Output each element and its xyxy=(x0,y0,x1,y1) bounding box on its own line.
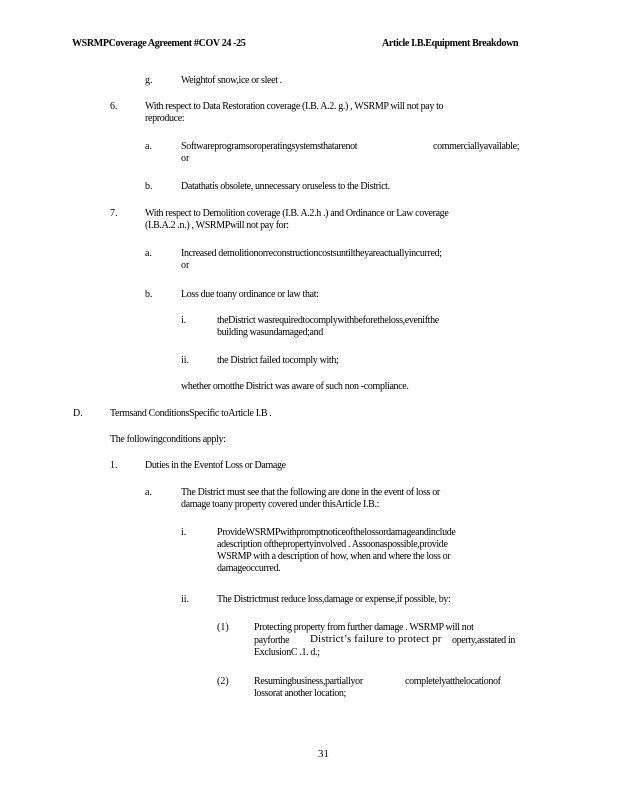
d1-title: Duties in the Eventof Loss or Damage xyxy=(145,460,286,471)
item-7b-i-line2: building wasundamaged;and xyxy=(217,327,323,338)
item-7b-marker: b. xyxy=(145,289,153,300)
item-7-line2: (I.B.A.2 .n.) , WSRMPwill not pay for: xyxy=(145,220,289,231)
section-d-marker: D. xyxy=(73,408,83,419)
item-g-marker: g. xyxy=(145,75,153,86)
item-7-marker: 7. xyxy=(110,208,118,219)
d1a-ii-1-line2a: payforthe xyxy=(254,635,290,646)
d1a-ii-1-line2c: operty,asstated in xyxy=(452,635,516,646)
d1a-ii-marker: ii. xyxy=(181,594,190,605)
item-6-line1: With respect to Data Restoration coverage (I.B. A.2. g.) , WSRMP will not pay to xyxy=(145,101,444,112)
d1a-ii-1-marker: (1) xyxy=(217,622,229,633)
section-d-title: Termsand ConditionsSpecific toArticle I.B . xyxy=(110,408,272,419)
d1a-ii-1-line3: ExclusionC .1. d.; xyxy=(254,647,320,658)
item-7b-ii-text: the District failed tocomply with; xyxy=(217,355,339,366)
d1a-ii-2-line2: lossorat another location; xyxy=(254,688,346,699)
header-left: WSRMPCoverage Agreement #COV 24 -25 xyxy=(72,38,246,49)
item-7a-or: or xyxy=(181,260,190,271)
item-6a-left: Softwareprogramsoroperatingsystemsthatarenot xyxy=(181,141,358,152)
d1a-marker: a. xyxy=(145,487,152,498)
d1a-line2: damage toany property covered under thisArticle I.B.: xyxy=(181,499,380,510)
item-7b-i-marker: i. xyxy=(181,315,187,326)
section-d-intro: The followingconditions apply: xyxy=(110,434,226,445)
d1a-i-marker: i. xyxy=(181,527,187,538)
d1a-line1: The District must see that the following are done in the event of loss or xyxy=(181,487,440,498)
item-7b-whether: whether ornotthe District was aware of such non -compliance. xyxy=(181,381,409,392)
d1-marker: 1. xyxy=(110,460,118,471)
page-number: 31 xyxy=(318,748,329,760)
d1a-ii-2-line1b: completelyatthelocationof xyxy=(405,676,501,687)
item-7a-marker: a. xyxy=(145,248,152,259)
header-right: Article I.B.Equipment Breakdown xyxy=(382,38,519,49)
item-6-marker: 6. xyxy=(110,101,118,112)
d1a-ii-1-line2b: District’s failure to protect pr xyxy=(310,633,442,645)
d1a-ii-1-line1: Protecting property from further damage . WSRMP will not xyxy=(254,622,474,633)
d1a-i-line3: WSRMP with a description of how, when and where the loss or xyxy=(217,551,451,562)
item-7b-text: Loss due toany ordinance or law that: xyxy=(181,289,319,300)
item-g-text: Weightof snow,ice or sleet . xyxy=(181,75,282,86)
d1a-ii-2-line1a: Resumingbusiness,partiallyor xyxy=(254,676,363,687)
item-6a-marker: a. xyxy=(145,141,152,152)
d1a-i-line1: ProvideWSRMPwithpromptnoticeofthelossordamageandinclude xyxy=(217,527,456,538)
item-7b-ii-marker: ii. xyxy=(181,355,190,366)
d1a-i-line2: adescription ofthepropertyinvolved . Assoonaspossible,provide xyxy=(217,539,448,550)
d1a-i-line4: damageoccurred. xyxy=(217,563,281,574)
d1a-ii-text: The Districtmust reduce loss,damage or expense,if possible, by: xyxy=(217,594,451,605)
item-7-line1: With respect to Demolition coverage (I.B. A.2.h .) and Ordinance or Law coverage xyxy=(145,208,449,219)
item-6a-right: commerciallyavailable; xyxy=(433,141,520,152)
item-6b-marker: b. xyxy=(145,181,153,192)
item-6a-or: or xyxy=(181,153,190,164)
item-6b-text: Datathatis obsolete, unnecessary oruseless to the District. xyxy=(181,181,390,192)
d1a-ii-2-marker: (2) xyxy=(217,676,229,687)
item-7b-i-line1: theDistrict wasrequiredtocomplywithbeforetheloss,evenifthe xyxy=(217,315,439,326)
item-7a-text: Increased demolitionorreconstructioncostsuntiltheyareactuallyincurred; xyxy=(181,248,442,259)
item-6-line2: reproduce: xyxy=(145,113,185,124)
